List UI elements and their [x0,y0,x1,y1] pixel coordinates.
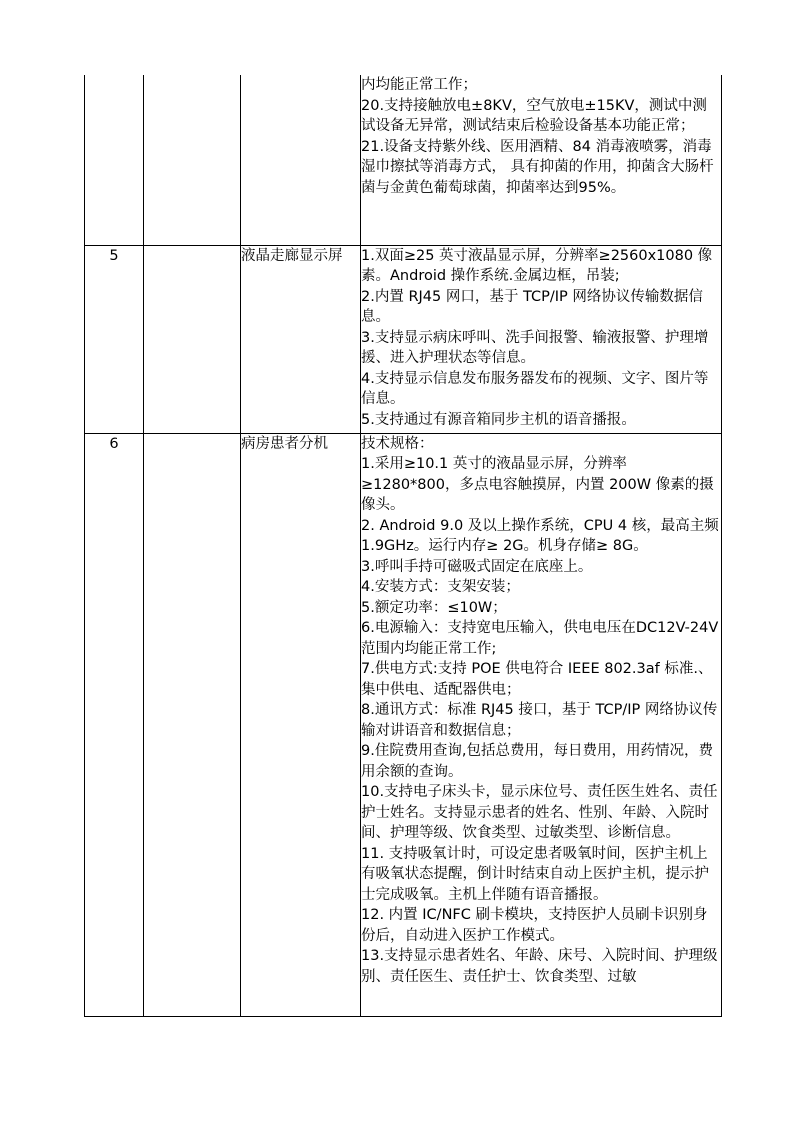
spec-line: 13.支持显示患者姓名、年龄、床号、入院时间、护理级别、责任医生、责任护士、饮食类型、过敏 [361,948,718,985]
blank-cell [144,433,241,1016]
blank-cell [144,245,241,433]
spec-description-cell [361,75,722,245]
spec-line: 1.采用≥10.1 英寸的液晶显示屏，分辨率≥1280*800，多点电容触摸屏，内置 200W 像素的摄像头。 [361,456,714,513]
spec-line: 7.供电方式:支持 POE 供电符合 IEEE 802.3af 标准.、集中供电、适配器供电； [361,661,713,698]
spec-line: 技术规格： [361,435,434,452]
spec-line: 内均能正常工作； [361,77,477,93]
spec-description-cell [361,433,722,1016]
spec-line: 1.双面≥25 英寸液晶显示屏，分辨率≥2560x1080 像素。Android 操作系统.金属边框，吊装; [361,247,713,284]
row-number-cell [85,75,144,245]
item-name-cell: 病房患者分机 [241,433,361,1016]
spec-line: 5.额定功率：≤10W； [361,599,507,616]
spec-line: 5.支持通过有源音箱同步主机的语音播报。 [361,411,636,428]
table-row [85,75,722,245]
spec-line: 4.安装方式：支架安装； [361,579,520,595]
spec-line: 2. Android 9.0 及以上操作系统，CPU 4 核，最高主频 1.9GHz。运行内存≥ 2G。机身存储≥ 8G。 [361,517,719,554]
spec-line: 11. 支持吸氧计时，可设定患者吸氧时间，医护主机上有吸氧状态提醒，倒计时结束自动上医护主机，提示护士完成吸氧。主机上伴随有语音播报。 [361,845,709,903]
spec-description-cell [361,245,722,433]
spec-line: 8.通讯方式：标准 RJ45 接口，基于 TCP/IP 网络协议传输对讲语音和数据信息； [361,702,718,739]
spec-table [84,75,722,1017]
spec-line: 20.支持接触放电±8KV，空气放电±15KV，测试中测试设备无异常，测试结束后检验设备基本功能正常； [361,97,707,134]
spec-line: 3.支持显示病床呼叫、洗手间报警、输液报警、护理增援、进入护理状态等信息。 [361,329,709,366]
spec-line: 12. 内置 IC/NFC 刷卡模块，支持医护人员刷卡识别身份后，自动进入医护工作模式。 [361,907,708,944]
row-number-cell: 6 [85,433,144,1016]
row-number-cell: 5 [85,245,144,433]
spec-line: 21.设备支持紫外线、医用酒精、84 消毒液喷雾，消毒湿巾擦拭等消毒方式， 具有抑菌的作用，抑菌含大肠杆菌与金黄色葡萄球菌，抑菌率达到95%。 [361,138,714,196]
table-row [85,433,722,1016]
blank-cell [144,75,241,245]
table-row [85,245,722,433]
item-name-cell [241,75,361,245]
spec-line: 2.内置 RJ45 网口，基于 TCP/IP 网络协议传输数据信息。 [361,288,703,325]
spec-line: 3.呼叫手持可磁吸式固定在底座上。 [361,558,593,575]
spec-line: 9.住院费用查询,包括总费用，每日费用，用药情况，费用余额的查询。 [361,743,713,780]
spec-line: 6.电源输入：支持宽电压输入，供电电压在DC12V-24V 范围内均能正常工作; [361,620,719,657]
spec-line: 10.支持电子床头卡，显示床位号、责任医生姓名、责任护士姓名。支持显示患者的姓名、性别、年龄、入院时间、护理等级、饮食类型、过敏类型、诊断信息。 [361,784,718,841]
item-name-cell: 液晶走廊显示屏 [241,245,361,433]
spec-line: 4.支持显示信息发布服务器发布的视频、文字、图片等信息。 [361,370,709,407]
